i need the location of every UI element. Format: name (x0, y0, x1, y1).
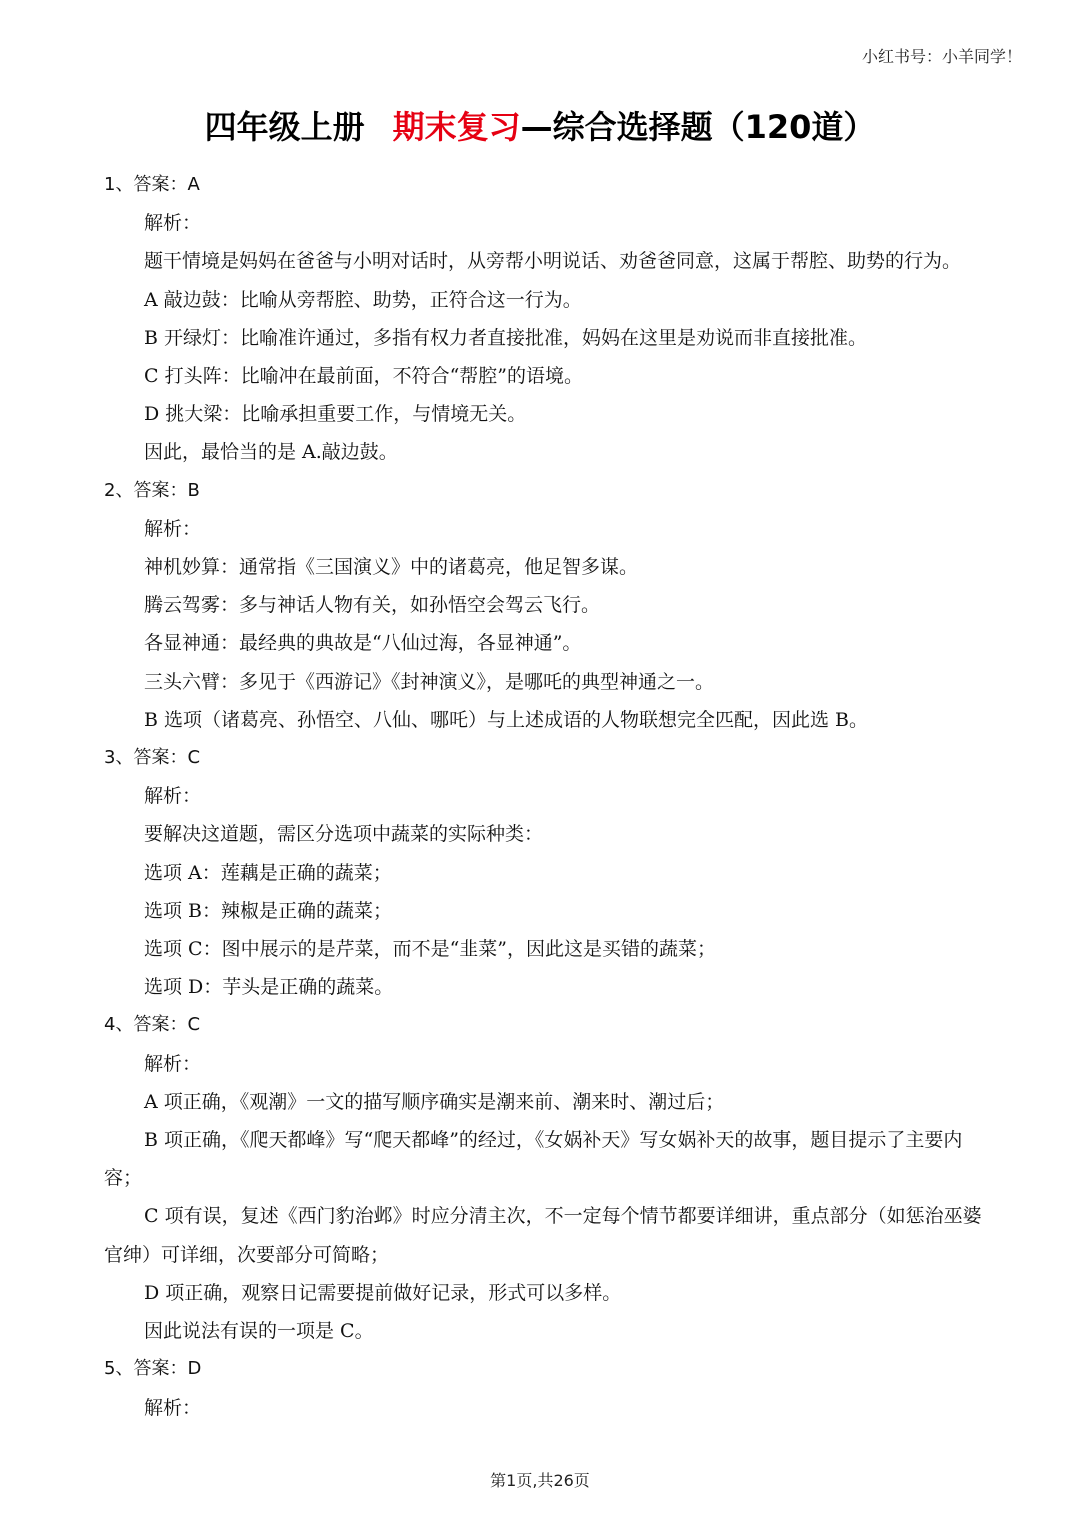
page-title (0, 102, 1080, 148)
title-highlight: 期末复习 (392, 108, 521, 146)
analysis-line: 要解决这道题，需区分选项中蔬菜的实际种类： (144, 823, 544, 846)
analysis-line: 三头六臂：多见于《西游记》《封神演义》，是哪吒的典型神通之一。 (144, 670, 715, 693)
answer-label: 5、答案：D (104, 1358, 202, 1380)
analysis-line: 因此，最恰当的是 A.敲边鼓。 (144, 441, 398, 464)
analysis-line: B 选项（诸葛亮、孙悟空、八仙、哪吒）与上述成语的人物联想完全匹配，因此选 B。 (144, 708, 869, 731)
analysis-line: A 敲边鼓：比喻从旁帮腔、助势，正符合这一行为。 (144, 288, 582, 311)
answer-label: 4、答案：C (104, 1014, 201, 1036)
analysis-heading: 解析： (144, 1052, 202, 1075)
analysis-line: D 挑大梁：比喻承担重要工作，与情境无关。 (144, 403, 527, 426)
analysis-line: D 项正确，观察日记需要提前做好记录，形式可以多样。 (144, 1281, 622, 1304)
answer-label: 1、答案：A (104, 174, 200, 195)
analysis-line: 因此说法有误的一项是 C。 (144, 1320, 374, 1343)
title-grade: 四年级上册 (204, 108, 365, 146)
analysis-line: 选项 A：莲藕是正确的蔬菜； (144, 861, 392, 884)
answer-content (104, 166, 984, 1427)
answer-label: 2、答案：B (104, 479, 200, 501)
answer-item (104, 1006, 984, 1350)
answer-item (104, 166, 984, 472)
analysis-heading: 解析： (144, 785, 202, 808)
answer-item (104, 472, 984, 739)
analysis-line: 题干情境是妈妈在爸爸与小明对话时，从旁帮小明说话、劝爸爸同意，这属于帮腔、助势的行为。 (144, 250, 962, 273)
watermark-text: 小红书号：小羊同学！ (861, 47, 1022, 66)
analysis-heading: 解析： (144, 212, 202, 235)
title-suffix: —综合选择题（120道） (520, 108, 876, 146)
answer-label: 3、答案：C (104, 747, 201, 769)
analysis-line: 神机妙算：通常指《三国演义》中的诸葛亮，他足智多谋。 (144, 556, 639, 579)
answer-item (104, 739, 984, 1006)
analysis-line: B 开绿灯：比喻准许通过，多指有权力者直接批准，妈妈在这里是劝说而非直接批准。 (144, 326, 868, 349)
analysis-line: 腾云驾雾：多与神话人物有关，如孙悟空会驾云飞行。 (144, 594, 601, 617)
analysis-line: 选项 C：图中展示的是芹菜，而不是“韭菜”，因此这是买错的蔬菜； (144, 938, 717, 961)
analysis-line: B 项正确，《爬天都峰》写“爬天都峰”的经过，《女娲补天》写女娲补天的故事，题目提示了主要内容； (104, 1129, 963, 1190)
analysis-line: 各显神通：最经典的典故是“八仙过海，各显神通”。 (144, 632, 582, 655)
analysis-line: 选项 B：辣椒是正确的蔬菜； (144, 899, 393, 922)
analysis-line: 选项 D：芋头是正确的蔬菜。 (144, 976, 394, 999)
answer-item (104, 1350, 984, 1426)
analysis-line: A 项正确，《观潮》一文的描写顺序确实是潮来前、潮来时、潮过后； (144, 1090, 725, 1113)
analysis-line: C 打头阵：比喻冲在最前面，不符合“帮腔”的语境。 (144, 365, 584, 388)
analysis-heading: 解析： (144, 517, 202, 540)
page-number: 第1页,共26页 (490, 1471, 590, 1490)
analysis-heading: 解析： (144, 1396, 202, 1419)
analysis-line: C 项有误，复述《西门豹治邺》时应分清主次，不一定每个情节都要详细讲，重点部分（如惩治巫婆官绅）可详细，次要部分可简略； (104, 1205, 982, 1266)
